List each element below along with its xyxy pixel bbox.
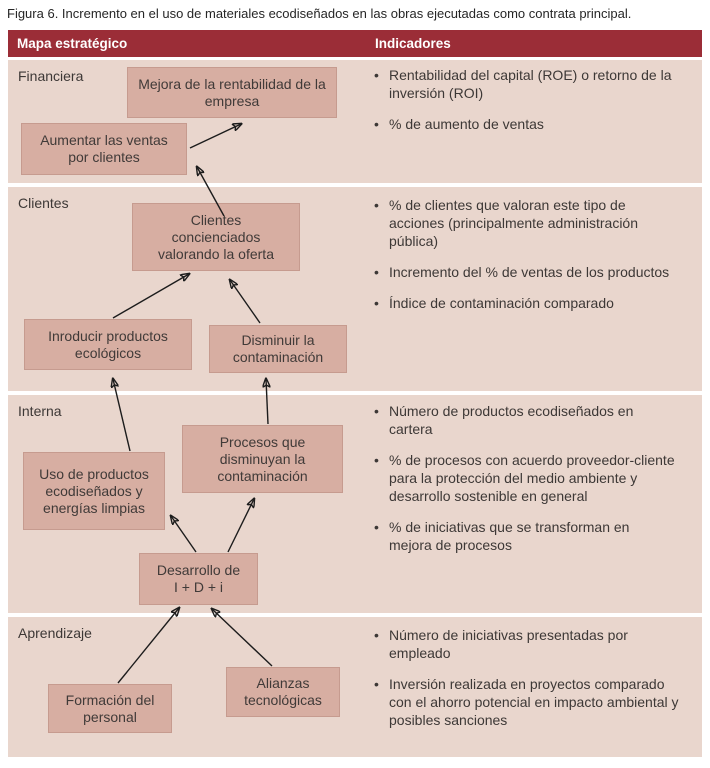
indicator-item <box>374 196 676 250</box>
indicator-text: Número de iniciativas presentadas por empleado <box>389 627 628 661</box>
row-label-clientes: Clientes <box>18 195 69 211</box>
bullet-icon <box>374 518 389 554</box>
indicator-item <box>374 294 676 312</box>
indicator-text: % de clientes que valoran este tipo de acciones (principalmente administración pública) <box>389 197 639 249</box>
indicator-item <box>374 402 676 438</box>
node-clientes-concienciados <box>132 203 300 271</box>
indicator-text: Rentabilidad del capital (ROE) o retorno de la inversión (ROI) <box>389 67 672 101</box>
indicator-text: Índice de contaminación comparado <box>389 295 614 311</box>
indicator-text: % de aumento de ventas <box>389 116 544 132</box>
indicator-text: Número de productos ecodiseñados en cartera <box>389 403 634 437</box>
node-mejora-rentabilidad <box>127 67 337 118</box>
node-formacion-personal <box>48 684 172 733</box>
node-procesos-disminuyan <box>182 425 343 493</box>
figure-caption: Figura 6. Incremento en el uso de materiales ecodiseñados en las obras ejecutadas como contrata principal. <box>7 6 632 21</box>
bullet-icon <box>374 294 389 312</box>
indicator-item <box>374 626 679 662</box>
node-text: Inroducir productos ecológicos <box>48 327 168 361</box>
node-text: Procesos que disminuyan la contaminación <box>217 433 308 484</box>
table-header <box>8 30 702 57</box>
header-cell-indicadores: Indicadores <box>375 36 451 51</box>
bullet-icon <box>374 66 389 102</box>
node-desarrollo-idi <box>139 553 258 605</box>
row-label-interna: Interna <box>18 403 62 419</box>
node-alianzas-tecnologicas <box>226 667 340 717</box>
bullet-icon <box>374 196 389 250</box>
node-text: Uso de productos ecodiseñados y energías limpias <box>39 465 149 516</box>
node-uso-productos-ecodisenados <box>23 452 165 530</box>
node-text: Mejora de la rentabilidad de la empresa <box>138 75 326 109</box>
indicator-text: % de procesos con acuerdo proveedor-cliente para la protección del medio ambiente y desarrollo sostenible en general <box>389 452 675 504</box>
indicator-list-interna <box>374 402 676 567</box>
indicator-list-financiera <box>374 66 676 146</box>
row-label-aprendizaje: Aprendizaje <box>18 625 92 641</box>
header-cell-mapa-estrategico: Mapa estratégico <box>17 36 128 51</box>
indicator-item <box>374 451 676 505</box>
node-text: Clientes concienciados valorando la oferta <box>158 211 274 262</box>
indicator-text: Incremento del % de ventas de los productos <box>389 264 670 280</box>
indicator-item <box>374 115 676 133</box>
indicator-text: % de iniciativas que se transforman en mejora de procesos <box>389 519 630 553</box>
indicator-list-clientes <box>374 196 676 325</box>
indicator-text: Inversión realizada en proyectos comparado con el ahorro potencial en impacto ambiental y posibles sanciones <box>389 676 679 728</box>
node-text: Alianzas tecnológicas <box>244 675 322 708</box>
node-text: Aumentar las ventas por clientes <box>40 132 168 165</box>
indicator-item <box>374 263 676 281</box>
indicator-list-aprendizaje <box>374 626 679 742</box>
indicator-item <box>374 675 679 729</box>
node-disminuir-contaminacion <box>209 325 347 373</box>
bullet-icon <box>374 115 389 133</box>
node-text: Formación del personal <box>65 691 155 725</box>
indicator-item <box>374 66 676 102</box>
node-text: Disminuir la contaminación <box>232 332 324 365</box>
bullet-icon <box>374 402 389 438</box>
bullet-icon <box>374 675 389 729</box>
row-label-financiera: Financiera <box>18 68 84 84</box>
bullet-icon <box>374 451 389 505</box>
indicator-item <box>374 518 676 554</box>
bullet-icon <box>374 263 389 281</box>
bullet-icon <box>374 626 389 662</box>
node-inroducir-productos <box>24 319 192 370</box>
node-text: Desarrollo de I + D + i <box>156 562 241 595</box>
node-aumentar-ventas <box>21 123 187 175</box>
